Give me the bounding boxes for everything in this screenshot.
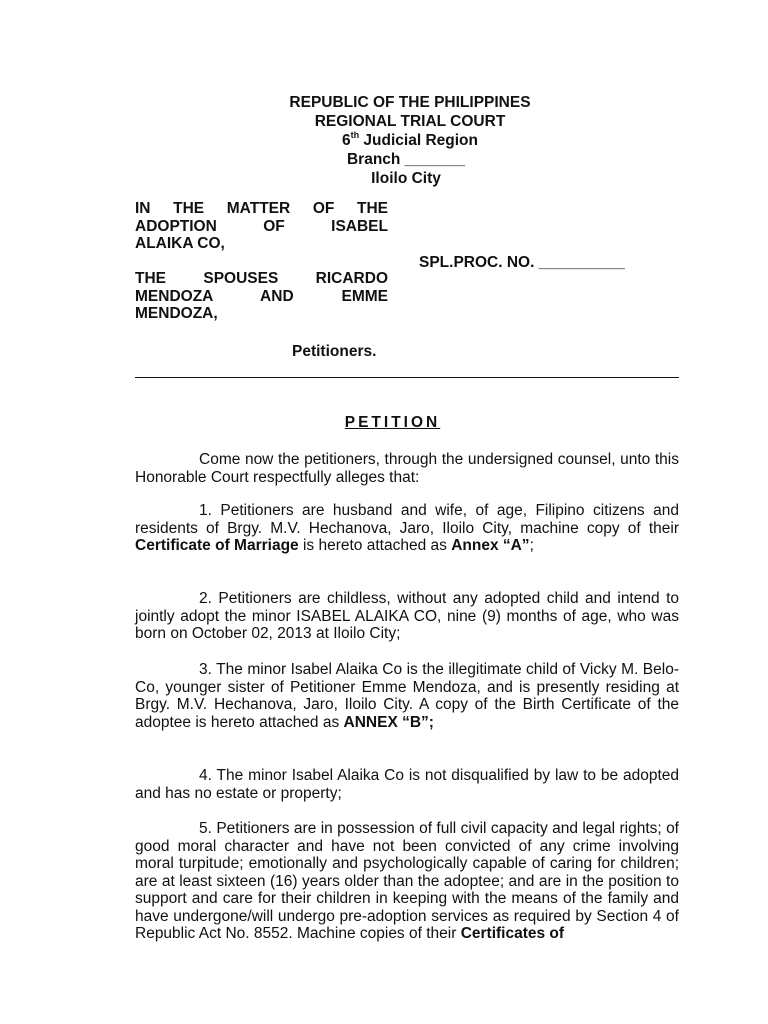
paragraph-3	[135, 661, 679, 731]
case-parties	[135, 270, 388, 323]
header-branch: Branch _______	[346, 151, 466, 168]
matter-line-3: ALAIKA CO,	[135, 235, 225, 252]
caption-divider	[135, 377, 679, 378]
p1-text-c: is hereto attached as	[298, 537, 452, 554]
header-region	[230, 131, 590, 150]
p3-annex-b: ANNEX “B”;	[343, 713, 434, 731]
p5-text-a: 5. Petitioners are in possession of full civil capacity and legal rights; of good moral character and have not been convicted of any crime involving moral turpitude; emotionally and psychologically capable of caring for children; are at least sixteen (16) years older than the adoptee; and are in the position to support and care for their children in keeping with the means of the family and have undergone/will undergo pre-adoption services as required by Section 4 of Republic Act No. 8552. Machine copies of their	[135, 820, 679, 942]
paragraph-2	[135, 590, 679, 643]
p1-annex-a: Annex “A”	[451, 537, 530, 554]
paragraph-1	[135, 502, 679, 555]
matter-line-1: IN THE MATTER OF THE	[135, 200, 388, 217]
title-text: PETITION	[344, 414, 441, 431]
p4-text: 4. The minor Isabel Alaika Co is not disqualified by law to be adopted and has no estate or property;	[135, 767, 679, 802]
case-number: SPL.PROC. NO. __________	[419, 254, 625, 271]
region-number: 6	[342, 132, 351, 149]
paragraph-intro	[135, 451, 679, 486]
document-title	[0, 414, 768, 432]
p5-certificates: Certificates of	[460, 925, 565, 942]
parties-line-2: MENDOZA AND EMME	[135, 287, 388, 305]
petitioners-label: Petitioners.	[292, 343, 377, 360]
court-header	[230, 93, 590, 188]
region-suffix: th	[350, 129, 360, 140]
case-matter	[135, 200, 388, 253]
p1-text-e: ;	[529, 537, 534, 554]
p3-text-a: 3. The minor Isabel Alaika Co is the illegitimate child of Vicky M. Belo-Co, younger sister of Petitioner Emme Mendoza, and is presently residing at Brgy. M.V. Hechanova, Jaro, Iloilo City. A copy of the Birth Certificate of the adoptee is hereto attached as	[135, 661, 679, 731]
p1-marriage-cert: Certificate of Marriage	[135, 537, 299, 554]
p1-text-a: 1. Petitioners are husband and wife, of age, Filipino citizens and residents of Brgy. M.V. Hechanova, Jaro, Iloilo City, machine copy of their	[135, 502, 679, 537]
header-republic: REPUBLIC OF THE PHILIPPINES	[289, 94, 531, 111]
paragraph-4	[135, 767, 679, 802]
parties-line-1: THE SPOUSES RICARDO	[135, 270, 388, 287]
matter-line-2: ADOPTION OF ISABEL	[135, 217, 388, 235]
paragraph-5	[135, 820, 679, 943]
p2-text: 2. Petitioners are childless, without any adopted child and intend to jointly adopt the minor ISABEL ALAIKA CO, nine (9) months of age, who was born on October 02, 2013 at Iloilo City;	[135, 590, 679, 642]
header-city: Iloilo City	[371, 170, 441, 187]
region-label: Judicial Region	[359, 132, 478, 149]
intro-text: Come now the petitioners, through the undersigned counsel, unto this Honorable Court respectfully alleges that:	[135, 451, 679, 486]
parties-line-3: MENDOZA,	[135, 305, 218, 322]
header-court: REGIONAL TRIAL COURT	[314, 113, 506, 130]
